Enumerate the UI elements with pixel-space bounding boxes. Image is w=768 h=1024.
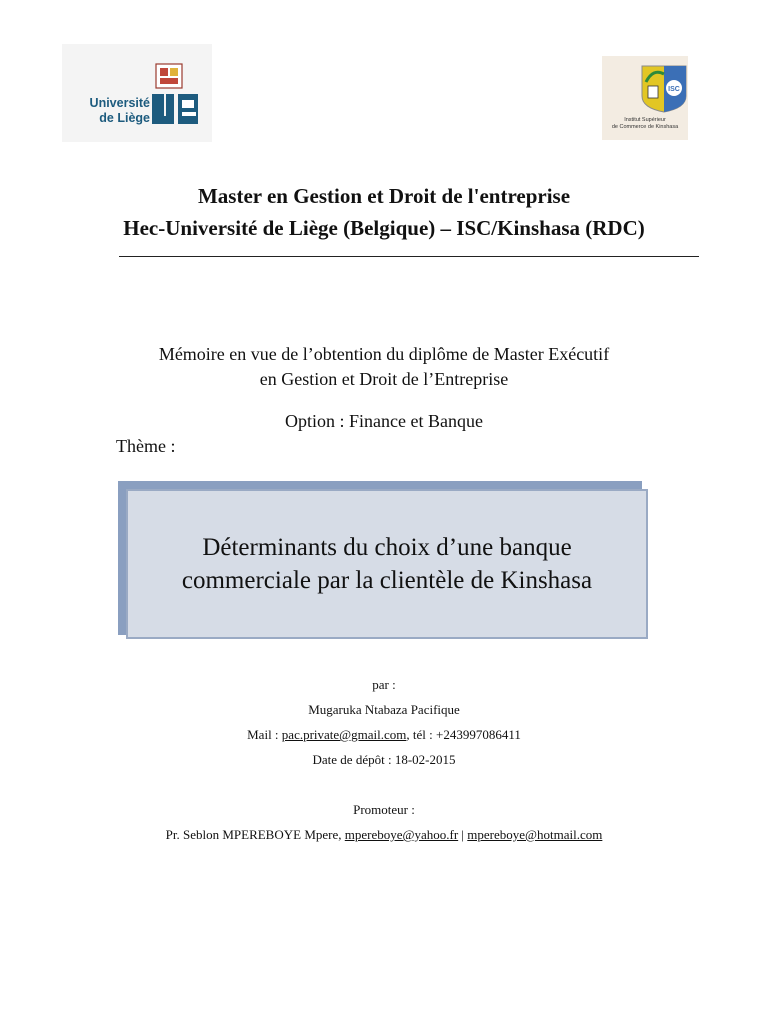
thesis-title-line2: commerciale par la clientèle de Kinshasa (181, 567, 593, 594)
author-contact (0, 726, 768, 744)
option-line: Option : Finance et Banque (285, 411, 483, 431)
deposit-date: Date de dépôt : 18-02-2015 (312, 752, 456, 767)
theme-label: Thème : (116, 436, 176, 456)
isc-caption-line2: de Commerce de Kinshasa (611, 123, 679, 130)
promoteur-name: Pr. Seblon MPEREBOYE Mpere, (165, 827, 342, 842)
promoteur-email-yahoo-link[interactable]: mpereboye@yahoo.fr (344, 827, 459, 842)
isc-badge-text: ISC (668, 86, 680, 93)
email-separator: | (461, 827, 465, 842)
ulg-crest-icon (150, 60, 202, 134)
isc-caption (604, 117, 686, 130)
mail-label: Mail : (247, 727, 279, 742)
logo-left-line2: de Liège (99, 111, 150, 125)
program-title: Master en Gestion et Droit de l'entreprise (197, 184, 571, 208)
universite-de-liege-logo (62, 44, 212, 142)
theme-box (126, 489, 648, 639)
isc-caption-line1: Institut Supérieur (624, 117, 666, 123)
promoteur-email-hotmail-link[interactable]: mpereboye@hotmail.com (467, 827, 603, 842)
isc-emblem-icon (640, 62, 688, 114)
universite-de-liege-wordmark (80, 96, 150, 126)
promoteur-line (0, 826, 768, 844)
author-name: Mugaruka Ntabaza Pacifique (308, 702, 460, 717)
program-subtitle: Hec-Université de Liège (Belgique) – ISC/Kinshasa (RDC) (123, 216, 645, 240)
thesis-title-line1: Déterminants du choix d’une banque (202, 534, 572, 561)
logo-left-line1: Université (89, 96, 150, 110)
author-phone: +243997086411 (436, 727, 521, 742)
isc-kinshasa-logo (602, 56, 688, 140)
by-label: par : (372, 677, 396, 692)
memoire-line2: en Gestion et Droit de l’Entreprise (259, 369, 509, 389)
memoire-line1: Mémoire en vue de l’obtention du diplôme de Master Exécutif (158, 344, 610, 364)
tel-label: , tél : (406, 727, 433, 742)
promoteur-label: Promoteur : (353, 802, 415, 817)
memoire-statement (0, 342, 768, 392)
author-email-link[interactable]: pac.private@gmail.com (281, 727, 407, 742)
header-divider (119, 256, 699, 257)
thesis-title (182, 531, 592, 597)
